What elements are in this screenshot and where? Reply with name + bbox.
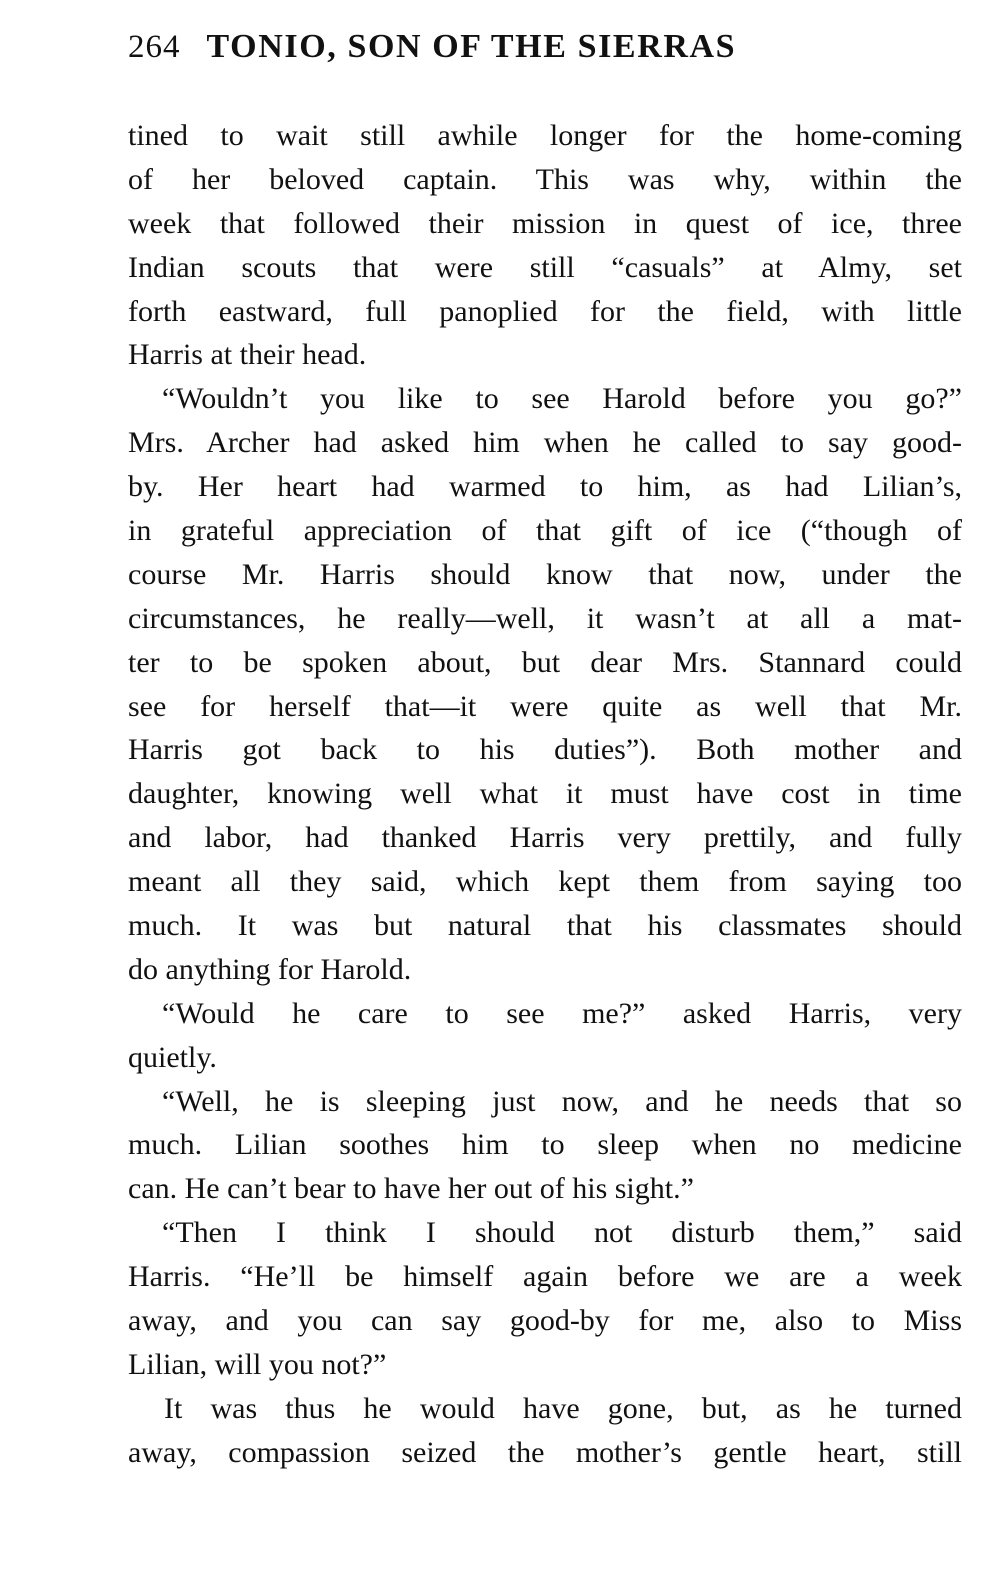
text-line: meant all they said, which kept them from saying too <box>128 865 962 899</box>
text-line: ter to be spoken about, but dear Mrs. Stannard could <box>128 645 962 679</box>
text-line: much. Lilian soothes him to sleep when no medicine <box>128 1128 962 1162</box>
text-line: week that followed their mission in quest of ice, three <box>128 206 962 240</box>
text-line: Indian scouts that were still “casuals” at Almy, set <box>128 250 962 284</box>
text-line: much. It was but natural that his classmates should <box>128 909 962 943</box>
text-line: Lilian, will you not?” <box>128 1347 387 1381</box>
text-line: “Well, he is sleeping just now, and he needs that so <box>162 1084 962 1118</box>
text-line: Harris. “He’ll be himself again before we are a week <box>128 1260 962 1294</box>
text-line: “Then I think I should not disturb them,” said <box>162 1216 962 1250</box>
text-line: “Would he care to see me?” asked Harris, very <box>162 996 962 1030</box>
text-line: away, and you can say good-by for me, also to Miss <box>128 1304 962 1338</box>
text-line: Harris got back to his duties”). Both mother and <box>128 733 962 767</box>
text-line: forth eastward, full panoplied for the field, with little <box>128 294 962 328</box>
text-line: can. He can’t bear to have her out of his sight.” <box>128 1172 694 1206</box>
text-line: tined to wait still awhile longer for the home-coming <box>128 119 962 152</box>
book-title: TONIO, SON OF THE SIERRAS <box>206 28 737 65</box>
text-line: do anything for Harold. <box>128 952 412 986</box>
text-line: away, compassion seized the mother’s gentle heart, still <box>128 1435 962 1469</box>
body-text <box>128 114 962 1475</box>
running-head <box>128 28 962 88</box>
text-line: by. Her heart had warmed to him, as had Lilian’s, <box>128 470 962 504</box>
text-line: daughter, knowing well what it must have cost in time <box>128 777 962 811</box>
text-line: Mrs. Archer had asked him when he called to say good- <box>128 426 962 460</box>
text-line: It was thus he would have gone, but, as he turned <box>164 1391 962 1425</box>
text-line: “Wouldn’t you like to see Harold before you go?” <box>162 382 962 416</box>
text-line: in grateful appreciation of that gift of ice (“though of <box>128 514 962 548</box>
text-line: quietly. <box>128 1040 217 1074</box>
text-line: circumstances, he really—well, it wasn’t at all a mat- <box>128 601 962 635</box>
text-line: course Mr. Harris should know that now, under the <box>128 557 962 591</box>
page-number: 264 <box>128 29 181 65</box>
text-line: of her beloved captain. This was why, within the <box>128 162 962 196</box>
text-line: see for herself that—it were quite as well that Mr. <box>128 689 962 723</box>
text-line: and labor, had thanked Harris very prettily, and fully <box>128 821 962 855</box>
text-line: Harris at their head. <box>128 338 367 372</box>
